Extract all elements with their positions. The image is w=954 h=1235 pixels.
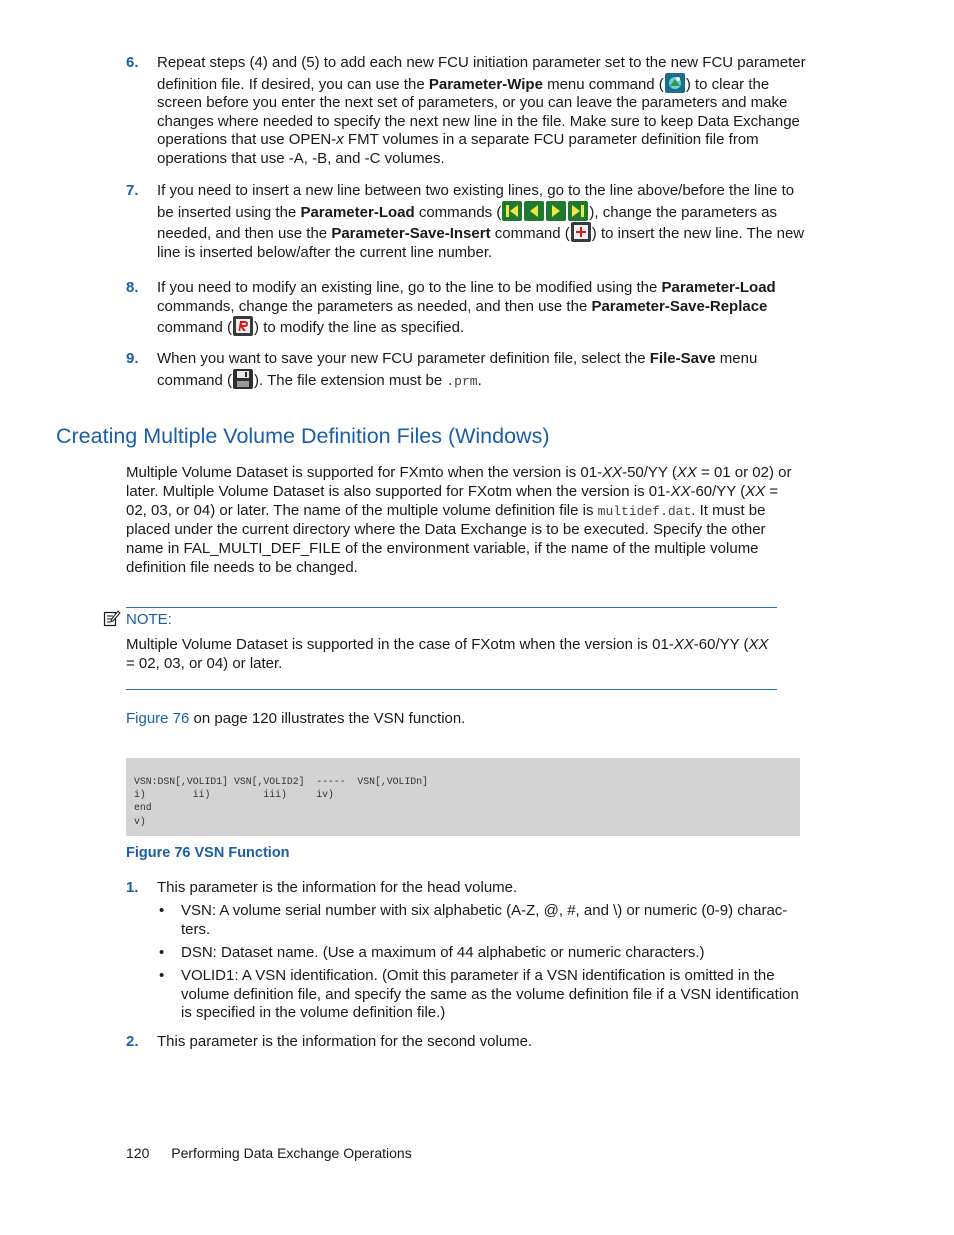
step-text: This parameter is the information for the head volume.: [157, 879, 518, 896]
step-text: Repeat steps (4) and (5) to add each new FCU initiation parameter set to the new FCU parameter definition file. If desired, you can use the: [157, 54, 806, 93]
step-6: [126, 54, 806, 169]
paragraph-text: on page 120 illustrates the VSN function.: [189, 710, 466, 727]
step-9: [126, 350, 806, 391]
step-text: When you want to save your new FCU parameter definition file, select the: [157, 350, 650, 367]
list-item: [157, 902, 803, 939]
step-text: FMT volumes in a separate FCU parameter definition file from operations that use -A, -B, and -C volumes.: [157, 131, 759, 167]
menu-command-name: Parameter-Load: [661, 279, 776, 296]
figure-caption: Figure 76 VSN Function: [126, 845, 290, 861]
step-text: menu command (: [157, 350, 758, 389]
menu-command-name: Parameter-Save-Insert: [331, 225, 491, 243]
paragraph-text: Multiple Volume Dataset is supported for FXmto when the version is 01-: [126, 464, 603, 481]
first-record-icon: [502, 201, 522, 221]
bullet-text: DSN: Dataset name. (Use a maximum of 44 alphabetic or numeric characters.): [181, 943, 705, 961]
step-text: ), change the parameters as needed, and then use the: [157, 203, 777, 243]
code-example-box: [126, 758, 800, 836]
step-text: This parameter is the information for the second volume.: [157, 1033, 533, 1050]
step-text: ). The file extension must be: [254, 371, 447, 389]
paragraph-text: = 02, 03, or 04) or later.: [126, 654, 283, 672]
note-bottom-rule: [126, 689, 777, 690]
bullet-symbol: •: [159, 943, 165, 961]
italic-text: XX: [745, 482, 766, 500]
step-number: 1.: [126, 879, 139, 896]
bullet-text: VSN: A volume serial number with six alphabetic (A-Z, @, #, and \) or numeric (0-9) charac-ters.: [181, 902, 788, 938]
wipe-icon: [665, 73, 685, 93]
filename-code: multidef.dat: [597, 503, 692, 519]
paragraph-text: -50/YY (: [622, 464, 677, 481]
menu-command-name: File-Save: [649, 350, 716, 367]
step-number: 8.: [126, 279, 139, 296]
paragraph-text: -60/YY (: [690, 482, 746, 500]
italic-text: XX: [602, 464, 623, 481]
note-top-rule: [126, 607, 777, 608]
bullet-symbol: •: [159, 902, 165, 919]
paragraph-text: Multiple Volume Dataset is supported in the case of FXotm when the version is 01-: [126, 636, 674, 653]
note-label: NOTE:: [126, 611, 172, 628]
code-block: VSN:DSN[,VOLID1] VSN[,VOLID2] ----- VSN[,VOLIDn] i) ii) iii) iv) end v): [134, 776, 428, 827]
footer-chapter-title: Performing Data Exchange Operations: [171, 1145, 412, 1161]
list-item: [157, 944, 803, 963]
floppy-disk-icon: [233, 369, 253, 389]
italic-text: XX: [670, 482, 691, 500]
save-insert-icon: [571, 222, 591, 242]
figure-reference: [126, 710, 802, 729]
step-text: ) to clear the screen before you enter the next set of parameters, or you can leave the parameters and make changes where needed to specify the next new line in the file. Make sure to keep Data Exchange operations that use OPEN-: [157, 75, 800, 149]
next-record-icon: [546, 201, 566, 221]
step-8: [126, 279, 806, 338]
intro-paragraph: [126, 464, 802, 578]
step-text: command (: [157, 319, 233, 337]
italic-text: x: [336, 131, 344, 149]
italic-text: XX: [676, 464, 697, 481]
file-extension-code: .prm: [446, 373, 478, 389]
bullet-symbol: •: [159, 966, 165, 984]
menu-command-name: Parameter-Wipe: [428, 75, 543, 93]
bullet-text: VOLID1: A VSN identification. (Omit this parameter if a VSN identification is omitted in the volume definition file, and specify the same as the volume definition file if a VSN identification is specified in the volume definition file.): [181, 966, 799, 1022]
last-record-icon: [568, 201, 588, 221]
page-number: 120: [126, 1145, 150, 1161]
step-number: 6.: [126, 54, 139, 71]
step-text: If you need to modify an existing line, go to the line to be modified using the: [157, 279, 662, 296]
step-number: 9.: [126, 350, 139, 367]
step-text: command (: [490, 225, 570, 243]
step-7: [126, 182, 806, 262]
paragraph-text: = 02, 03, or 04) or later. The name of the multiple volume definition file is: [126, 482, 779, 519]
step-1: [126, 879, 806, 898]
section-title: Creating Multiple Volume Definition Files (Windows): [56, 424, 550, 448]
italic-text: XX: [748, 636, 769, 653]
figure-76-link[interactable]: Figure 76: [126, 710, 190, 727]
menu-command-name: Parameter-Load: [300, 203, 415, 221]
save-replace-icon: [233, 316, 253, 336]
step-text: ) to modify the line as specified.: [254, 319, 465, 337]
step-text: menu command (: [542, 75, 664, 93]
step-text: commands, change the parameters as needed, and then use the: [157, 297, 592, 315]
note-text: [126, 636, 776, 674]
step-number: 2.: [126, 1033, 139, 1050]
previous-record-icon: [524, 201, 544, 221]
note-icon: [103, 610, 121, 632]
menu-command-name: Parameter-Save-Replace: [591, 297, 768, 315]
paragraph-text: -60/YY (: [693, 636, 749, 653]
bullet-list: [157, 902, 803, 1027]
step-text: ) to insert the new line. The new line is inserted below/after the current line number.: [157, 225, 805, 261]
step-text: .: [477, 371, 482, 389]
list-item: [157, 967, 803, 1023]
paragraph-text: . It must be placed under the current directory where the Data Exchange is to be executed. Specify the other name in FAL_MULTI_DEF_FILE of the environment variable, if the name of the multiple volume definition file needs to be changed.: [126, 501, 766, 576]
step-number: 7.: [126, 182, 139, 199]
step-2: [126, 1033, 806, 1052]
paragraph-text: = 01 or 02) or later. Multiple Volume Dataset is also supported for FXotm when the version is 01-: [126, 464, 792, 500]
italic-text: XX: [673, 636, 694, 653]
step-text: If you need to insert a new line between two existing lines, go to the line above/before the line to be inserted using the: [157, 182, 795, 221]
page-footer: [126, 1145, 412, 1161]
step-text: commands (: [414, 203, 502, 221]
